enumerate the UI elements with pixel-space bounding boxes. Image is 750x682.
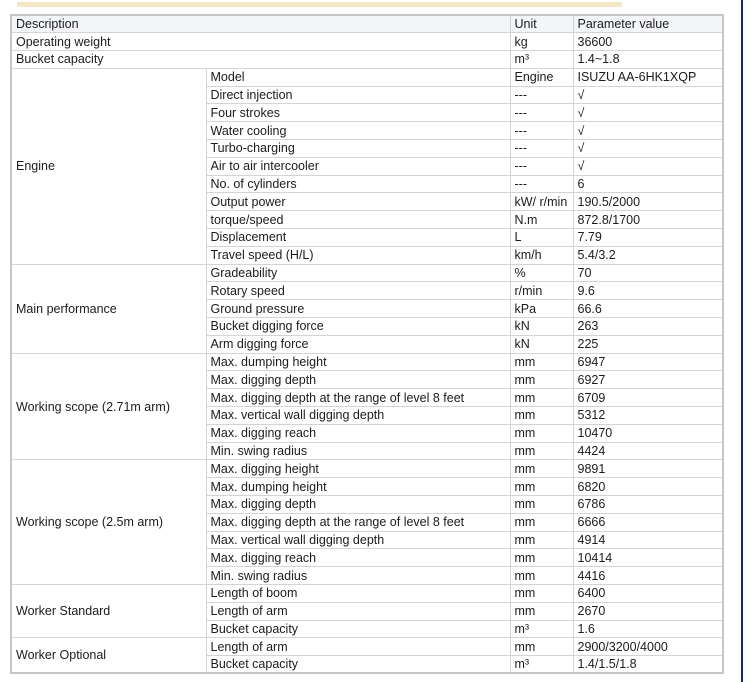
- unit-cell: mm: [510, 531, 573, 549]
- parameter-value-cell: 263: [573, 318, 723, 336]
- item-cell: Min. swing radius: [206, 567, 510, 585]
- unit-cell: mm: [510, 407, 573, 425]
- parameter-value-cell: 6947: [573, 353, 723, 371]
- unit-cell: ---: [510, 104, 573, 122]
- parameter-value-cell: 6: [573, 175, 723, 193]
- group-label-cell: Main performance: [11, 264, 206, 353]
- parameter-value-cell: 5312: [573, 407, 723, 425]
- parameter-value-cell: 36600: [573, 33, 723, 51]
- parameter-value-cell: √: [573, 122, 723, 140]
- item-cell: Turbo-charging: [206, 140, 510, 158]
- parameter-value-cell: 9.6: [573, 282, 723, 300]
- item-cell: Arm digging force: [206, 335, 510, 353]
- col-header-parameter-value: Parameter value: [573, 15, 723, 33]
- parameter-value-cell: ISUZU AA-6HK1XQP: [573, 68, 723, 86]
- unit-cell: mm: [510, 389, 573, 407]
- parameter-value-cell: 7.79: [573, 229, 723, 247]
- excavator-spec-table: [10, 14, 724, 674]
- unit-cell: ---: [510, 157, 573, 175]
- parameter-value-cell: 4914: [573, 531, 723, 549]
- unit-cell: mm: [510, 442, 573, 460]
- top-divider-line: [17, 2, 622, 7]
- col-header-description: Description: [11, 15, 510, 33]
- table-row: [11, 585, 723, 603]
- unit-cell: kN: [510, 335, 573, 353]
- parameter-value-cell: 70: [573, 264, 723, 282]
- unit-cell: ---: [510, 86, 573, 104]
- item-cell: Max. vertical wall digging depth: [206, 407, 510, 425]
- table-row: [11, 638, 723, 656]
- unit-cell: km/h: [510, 246, 573, 264]
- description-cell: Bucket capacity: [11, 51, 510, 69]
- table-header-row: [11, 15, 723, 33]
- item-cell: torque/speed: [206, 211, 510, 229]
- unit-cell: kW/ r/min: [510, 193, 573, 211]
- parameter-value-cell: 225: [573, 335, 723, 353]
- parameter-value-cell: 4416: [573, 567, 723, 585]
- parameter-value-cell: √: [573, 86, 723, 104]
- item-cell: Min. swing radius: [206, 442, 510, 460]
- parameter-value-cell: 10470: [573, 424, 723, 442]
- unit-cell: mm: [510, 478, 573, 496]
- item-cell: Direct injection: [206, 86, 510, 104]
- table-row: [11, 33, 723, 51]
- unit-cell: mm: [510, 496, 573, 514]
- unit-cell: mm: [510, 567, 573, 585]
- group-label-cell: Working scope (2.5m arm): [11, 460, 206, 585]
- item-cell: Output power: [206, 193, 510, 211]
- item-cell: Length of arm: [206, 602, 510, 620]
- unit-cell: mm: [510, 460, 573, 478]
- unit-cell: Engine: [510, 68, 573, 86]
- parameter-value-cell: 66.6: [573, 300, 723, 318]
- parameter-value-cell: 1.6: [573, 620, 723, 638]
- table-row: [11, 264, 723, 282]
- parameter-value-cell: 1.4/1.5/1.8: [573, 656, 723, 674]
- item-cell: Air to air intercooler: [206, 157, 510, 175]
- group-label-cell: Worker Standard: [11, 585, 206, 638]
- parameter-value-cell: √: [573, 157, 723, 175]
- table-row: [11, 353, 723, 371]
- unit-cell: mm: [510, 371, 573, 389]
- parameter-value-cell: 6786: [573, 496, 723, 514]
- item-cell: Max. digging depth: [206, 371, 510, 389]
- item-cell: Travel speed (H/L): [206, 246, 510, 264]
- unit-cell: kPa: [510, 300, 573, 318]
- item-cell: Bucket capacity: [206, 620, 510, 638]
- parameter-value-cell: 4424: [573, 442, 723, 460]
- unit-cell: mm: [510, 424, 573, 442]
- item-cell: Max. digging depth at the range of level 8 feet: [206, 389, 510, 407]
- unit-cell: r/min: [510, 282, 573, 300]
- parameter-value-cell: 5.4/3.2: [573, 246, 723, 264]
- item-cell: Length of arm: [206, 638, 510, 656]
- item-cell: Displacement: [206, 229, 510, 247]
- unit-cell: mm: [510, 585, 573, 603]
- unit-cell: mm: [510, 353, 573, 371]
- parameter-value-cell: 9891: [573, 460, 723, 478]
- item-cell: No. of cylinders: [206, 175, 510, 193]
- description-cell: Operating weight: [11, 33, 510, 51]
- parameter-value-cell: 6820: [573, 478, 723, 496]
- unit-cell: ---: [510, 175, 573, 193]
- group-label-cell: Worker Optional: [11, 638, 206, 674]
- parameter-value-cell: 2670: [573, 602, 723, 620]
- unit-cell: mm: [510, 638, 573, 656]
- table-row: [11, 51, 723, 69]
- item-cell: Max. dumping height: [206, 478, 510, 496]
- item-cell: Max. digging depth at the range of level 8 feet: [206, 513, 510, 531]
- unit-cell: mm: [510, 513, 573, 531]
- item-cell: Max. dumping height: [206, 353, 510, 371]
- unit-cell: kg: [510, 33, 573, 51]
- unit-cell: mm: [510, 549, 573, 567]
- parameter-value-cell: √: [573, 140, 723, 158]
- item-cell: Max. digging reach: [206, 549, 510, 567]
- parameter-value-cell: 1.4~1.8: [573, 51, 723, 69]
- unit-cell: kN: [510, 318, 573, 336]
- parameter-value-cell: √: [573, 104, 723, 122]
- item-cell: Four strokes: [206, 104, 510, 122]
- unit-cell: ---: [510, 140, 573, 158]
- item-cell: Rotary speed: [206, 282, 510, 300]
- unit-cell: L: [510, 229, 573, 247]
- item-cell: Model: [206, 68, 510, 86]
- unit-cell: %: [510, 264, 573, 282]
- unit-cell: mm: [510, 602, 573, 620]
- item-cell: Max. vertical wall digging depth: [206, 531, 510, 549]
- item-cell: Gradeability: [206, 264, 510, 282]
- parameter-value-cell: 872.8/1700: [573, 211, 723, 229]
- item-cell: Water cooling: [206, 122, 510, 140]
- item-cell: Length of boom: [206, 585, 510, 603]
- parameter-value-cell: 6927: [573, 371, 723, 389]
- table-row: [11, 460, 723, 478]
- unit-cell: m³: [510, 620, 573, 638]
- table-row: [11, 68, 723, 86]
- page-edge-line: [741, 0, 743, 682]
- unit-cell: N.m: [510, 211, 573, 229]
- group-label-cell: Engine: [11, 68, 206, 264]
- item-cell: Max. digging height: [206, 460, 510, 478]
- item-cell: Max. digging reach: [206, 424, 510, 442]
- col-header-unit: Unit: [510, 15, 573, 33]
- group-label-cell: Working scope (2.71m arm): [11, 353, 206, 460]
- parameter-value-cell: 6709: [573, 389, 723, 407]
- unit-cell: ---: [510, 122, 573, 140]
- item-cell: Bucket capacity: [206, 656, 510, 674]
- item-cell: Bucket digging force: [206, 318, 510, 336]
- item-cell: Ground pressure: [206, 300, 510, 318]
- parameter-value-cell: 6666: [573, 513, 723, 531]
- unit-cell: m³: [510, 51, 573, 69]
- item-cell: Max. digging depth: [206, 496, 510, 514]
- unit-cell: m³: [510, 656, 573, 674]
- parameter-value-cell: 190.5/2000: [573, 193, 723, 211]
- parameter-value-cell: 2900/3200/4000: [573, 638, 723, 656]
- parameter-value-cell: 10414: [573, 549, 723, 567]
- parameter-value-cell: 6400: [573, 585, 723, 603]
